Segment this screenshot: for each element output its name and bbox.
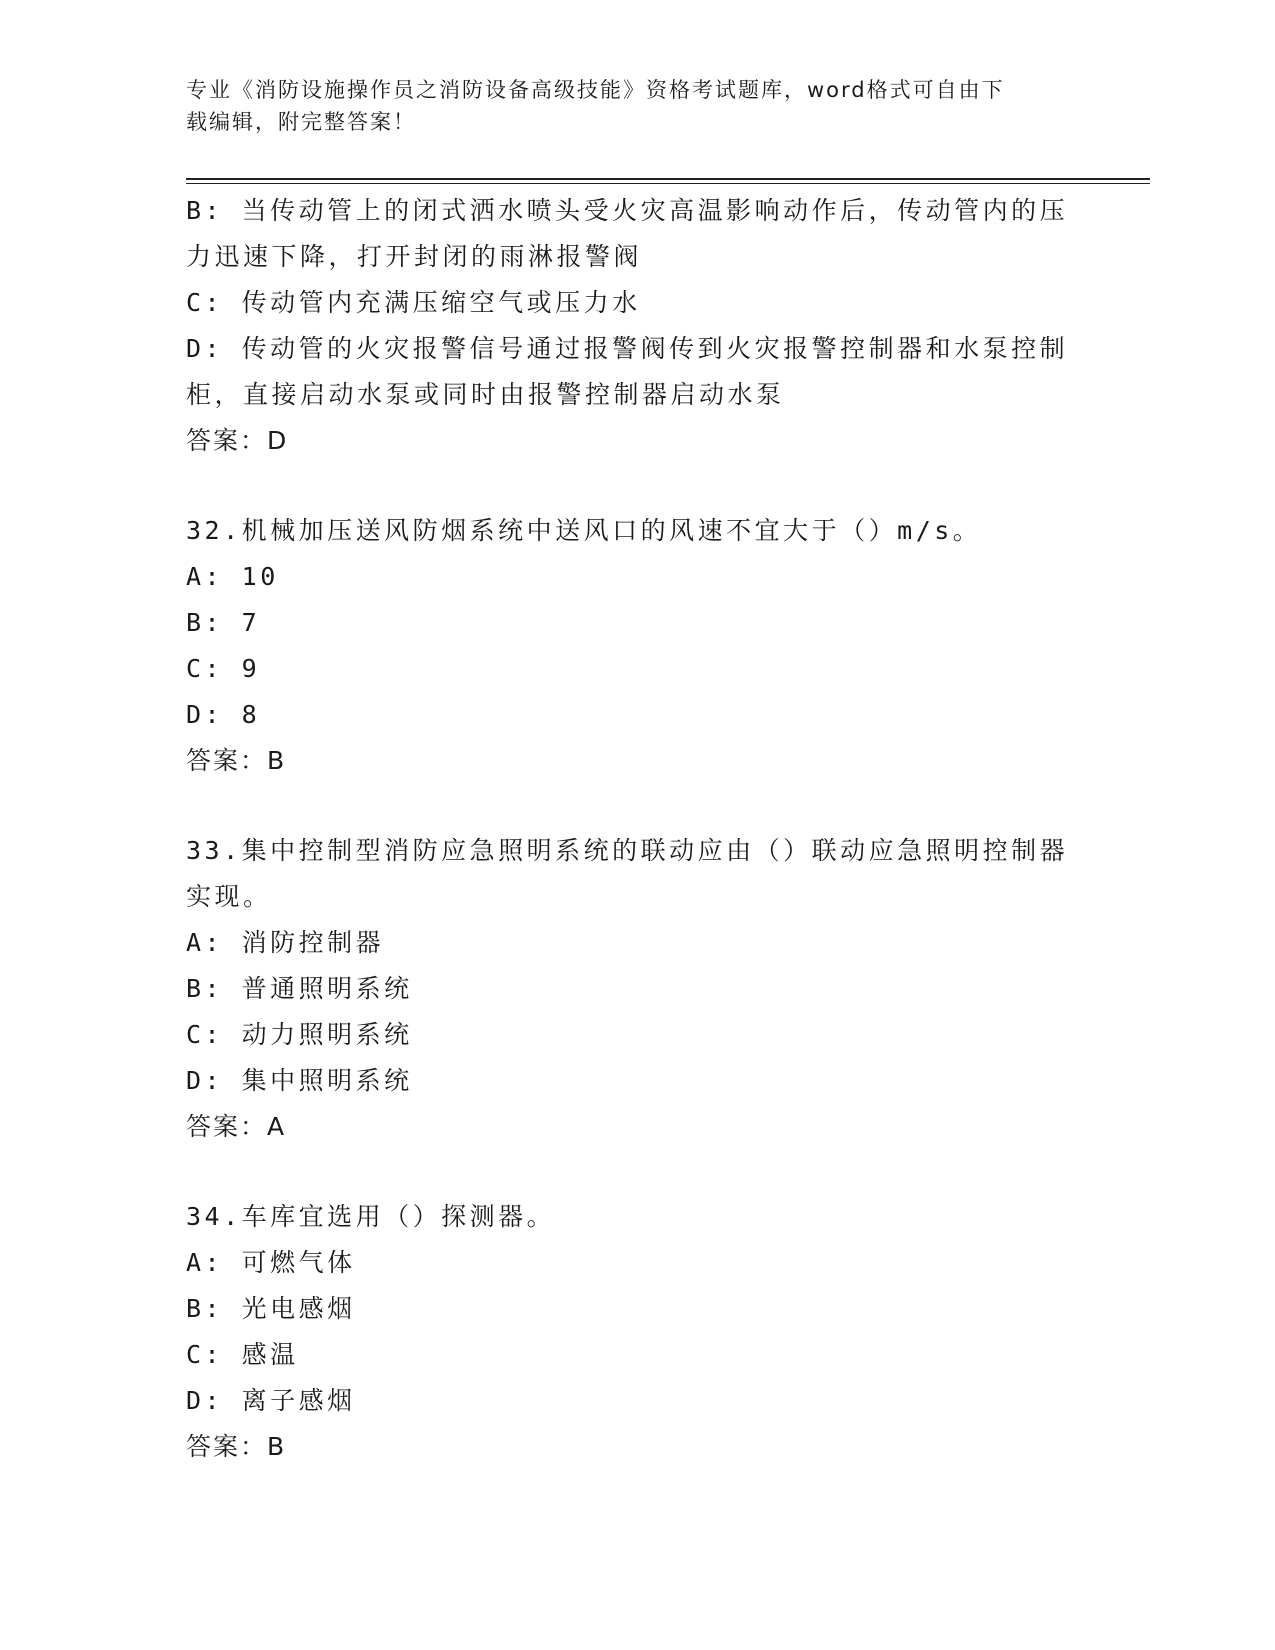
question-list bbox=[186, 188, 1076, 1470]
option-d-line-2: 柜，直接启动水泵或同时由报警控制器启动水泵 bbox=[186, 380, 785, 409]
option-b: B: 7 bbox=[186, 608, 261, 637]
question-32 bbox=[186, 508, 1076, 784]
question-33 bbox=[186, 828, 1076, 1150]
option-c: C: 动力照明系统 bbox=[186, 1020, 413, 1049]
option-c: C: 9 bbox=[186, 654, 261, 683]
question-text-line-1: 33.集中控制型消防应急照明系统的联动应由（）联动应急照明控制器 bbox=[186, 836, 1069, 865]
answer: 答案：A bbox=[186, 1112, 287, 1141]
answer: 答案：B bbox=[186, 746, 287, 775]
answer: 答案：D bbox=[186, 426, 289, 455]
answer: 答案：B bbox=[186, 1432, 287, 1461]
question-34 bbox=[186, 1194, 1076, 1470]
question-text: 34.车库宜选用（）探测器。 bbox=[186, 1202, 556, 1231]
spacer bbox=[186, 1150, 1076, 1194]
header-divider-thick bbox=[186, 178, 1150, 180]
question-text-line-2: 实现。 bbox=[186, 882, 272, 911]
option-a: A: 可燃气体 bbox=[186, 1248, 356, 1277]
option-b: B: 普通照明系统 bbox=[186, 974, 413, 1003]
header-line-2: 载编辑，附完整答案！ bbox=[186, 110, 416, 134]
option-b: B: 光电感烟 bbox=[186, 1294, 356, 1323]
option-a: A: 10 bbox=[186, 562, 279, 591]
spacer bbox=[186, 784, 1076, 828]
header-divider-thin bbox=[186, 183, 1150, 184]
option-c: C: 感温 bbox=[186, 1340, 299, 1369]
option-a: A: 消防控制器 bbox=[186, 928, 385, 957]
question-text: 32.机械加压送风防烟系统中送风口的风速不宜大于（）m/s。 bbox=[186, 516, 982, 545]
question-31 bbox=[186, 188, 1076, 464]
option-d: D: 8 bbox=[186, 700, 261, 729]
option-d-line-1: D: 传动管的火灾报警信号通过报警阀传到火灾报警控制器和水泵控制 bbox=[186, 334, 1069, 363]
spacer bbox=[186, 464, 1076, 508]
option-b-line-2: 力迅速下降，打开封闭的雨淋报警阀 bbox=[186, 242, 643, 271]
document-header bbox=[186, 74, 1066, 138]
option-c: C: 传动管内充满压缩空气或压力水 bbox=[186, 288, 641, 317]
option-b-line-1: B: 当传动管上的闭式洒水喷头受火灾高温影响动作后，传动管内的压 bbox=[186, 196, 1069, 225]
option-d: D: 集中照明系统 bbox=[186, 1066, 413, 1095]
header-line-1: 专业《消防设施操作员之消防设备高级技能》资格考试题库，word格式可自由下 bbox=[186, 78, 1005, 102]
option-d: D: 离子感烟 bbox=[186, 1386, 356, 1415]
